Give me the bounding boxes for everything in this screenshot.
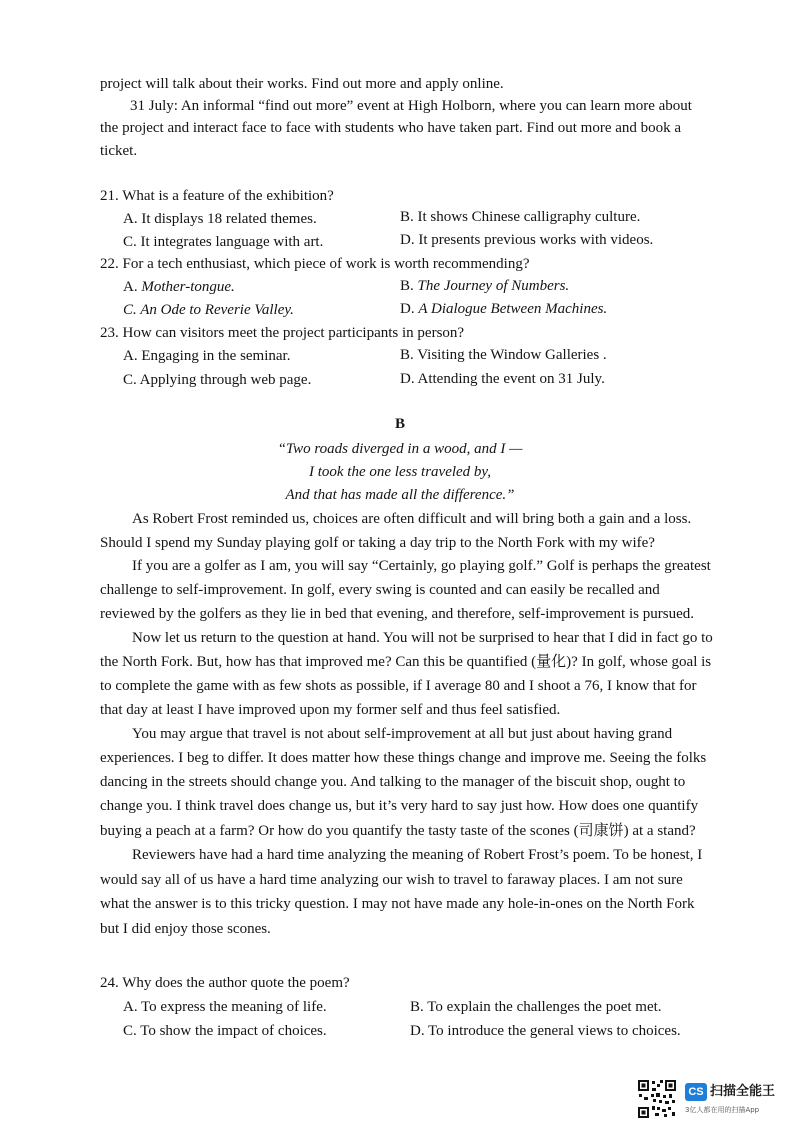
question-21-stem: 21. What is a feature of the exhibition? (100, 188, 334, 204)
option-22-d (400, 298, 607, 320)
passage-line: If you are a golfer as I am, you will say “Certainly, go playing golf.” Golf is perhaps the greatest (132, 558, 711, 574)
question-23-stem: 23. How can visitors meet the project participants in person? (100, 325, 465, 341)
option-24-b: B. To explain the challenges the poet met. (410, 999, 662, 1015)
option-22-b-letter: B. (400, 278, 414, 294)
option-21-a: A. It displays 18 related themes. (123, 211, 317, 227)
scanner-watermark (637, 1079, 787, 1119)
camscanner-logo-icon: CS (685, 1083, 707, 1101)
poem-line: And that has made all the difference.” (285, 487, 515, 503)
brand-name: 扫描全能王 (710, 1084, 776, 1099)
option-23-c: C. Applying through web page. (123, 372, 312, 388)
passage-line: Should I spend my Sunday playing golf or taking a day trip to the North Fork with my wife? (100, 535, 655, 551)
passage-line: but I did enjoy those scones. (100, 921, 271, 937)
passage-line: to complete the game with as few shots as possible, if I average 80 and I shoot a 76, I know that for (100, 678, 697, 694)
option-22-a-letter: A. (123, 279, 138, 295)
intro-line: project will talk about their works. Find out more and apply online. (100, 76, 504, 92)
intro-line: the project and interact face to face with students who have taken part. Find out more and book a (100, 120, 682, 136)
section-heading: B (394, 416, 405, 432)
brand-tagline: 3亿人都在用的扫描App (685, 1106, 760, 1114)
passage-line: challenge to self-improvement. In golf, every swing is counted and can easily be recalled and (100, 582, 660, 598)
passage-line: Reviewers have had a hard time analyzing the meaning of Robert Frost’s poem. To be honest, I (132, 847, 703, 863)
passage-line: buying a peach at a farm? Or how do you quantify the tasty taste of the scones (司康饼) at a stand? (100, 823, 696, 839)
poem-line: “Two roads diverged in a wood, and I — (277, 441, 523, 457)
option-23-d: D. Attending the event on 31 July. (400, 371, 605, 387)
intro-line: ticket. (100, 143, 138, 159)
passage-line: would say all of us have a hard time analyzing our wish to travel to faraway places. I am not sure (100, 872, 683, 888)
passage-line: dancing in the streets should change you. And talking to the manager of the biscuit shop, ought to (100, 774, 686, 790)
passage-line: reviewed by the golfers as they lie in bed that evening, and therefore, self-improvement is pursued. (100, 606, 694, 622)
passage-line: experiences. I beg to differ. It does matter how these things change and improve me. Seeing the folks (100, 750, 707, 766)
passage-line: what the answer is to this tricky question. I may not have made any hole-in-ones on the North Fork (100, 896, 695, 912)
intro-line: 31 July: An informal “find out more” event at High Holborn, where you can learn more about (130, 98, 692, 114)
qr-code-icon (637, 1079, 677, 1119)
question-22-stem: 22. For a tech enthusiast, which piece of work is worth recommending? (100, 256, 530, 272)
option-22-d-title: A Dialogue Between Machines. (418, 301, 608, 317)
option-24-c: C. To show the impact of choices. (123, 1023, 327, 1039)
option-22-d-letter: D. (400, 301, 415, 317)
passage-line: change you. I think travel does change us, but it’s very hard to say just how. How does one quantify (100, 798, 699, 814)
passage-line: Now let us return to the question at hand. You will not be surprised to hear that I did in fact go to (132, 630, 713, 646)
poem-line: I took the one less traveled by, (308, 464, 492, 480)
option-24-a: A. To express the meaning of life. (123, 999, 327, 1015)
passage-line: You may argue that travel is not about self-improvement at all but just about having grand (132, 726, 673, 742)
passage-line: As Robert Frost reminded us, choices are often difficult and will bring both a gain and a loss. (132, 511, 692, 527)
option-21-c: C. It integrates language with art. (123, 234, 324, 250)
option-22-b (400, 275, 569, 297)
option-22-b-title: The Journey of Numbers. (417, 278, 570, 294)
option-21-b: B. It shows Chinese calligraphy culture. (400, 209, 641, 225)
option-22-a-title: Mother-tongue. (141, 279, 235, 295)
question-24-stem: 24. Why does the author quote the poem? (100, 975, 350, 991)
passage-line: the North Fork. But, how has that improved me? Can this be quantified (量化)? In golf, whose goal is (100, 654, 712, 670)
option-21-d: D. It presents previous works with videos. (400, 232, 654, 248)
passage-line: that day at least I have improved upon my former self and thus feel satisfied. (100, 702, 561, 718)
option-24-d: D. To introduce the general views to choices. (410, 1023, 681, 1039)
option-22-c: C. An Ode to Reverie Valley. (123, 302, 294, 318)
option-23-b: B. Visiting the Window Galleries . (400, 347, 607, 363)
option-23-a: A. Engaging in the seminar. (123, 348, 291, 364)
option-22-a (123, 276, 235, 298)
